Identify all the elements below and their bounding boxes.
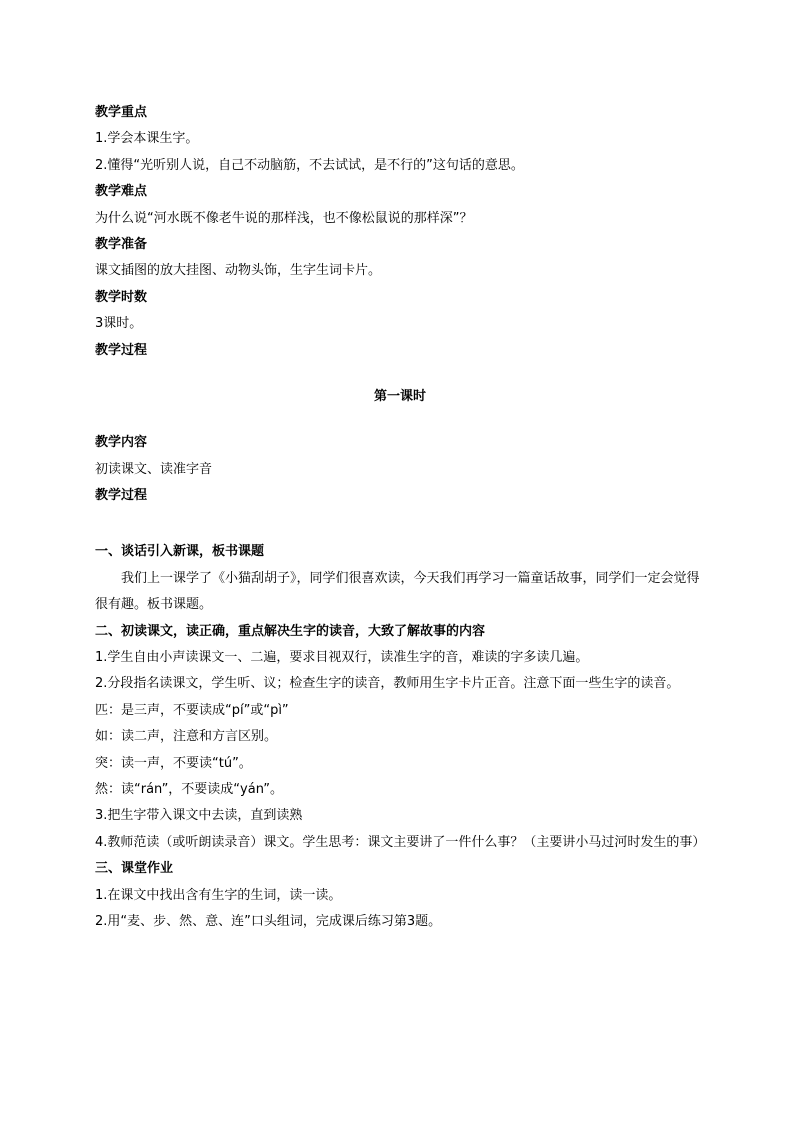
part1-paragraph: 我们上一课学了《小猫刮胡子》，同学们很喜欢读，今天我们再学习一篇童话故事，同学们一定会觉得很有趣。板书课题。 [95, 570, 700, 613]
preparation-text: 课文插图的放大挂图、动物头饰，生字生词卡片。 [95, 263, 382, 279]
pronunciation-note: 突：读一声，不要读“tú”。 [95, 755, 252, 771]
section-heading-hours: 教学时数 [95, 289, 148, 305]
spacer [95, 410, 705, 430]
section-heading-process: 教学过程 [95, 342, 148, 358]
section-heading-preparation: 教学准备 [95, 236, 148, 252]
part2-item-3: 3.把生字带入课文中去读，直到读熟 [95, 808, 303, 824]
part2-item-4: 4.教师范读（或听朗读录音）课文。学生思考：课文主要讲了一件什么事？（主要讲小马过河时发生的事） [95, 834, 706, 850]
difficulty-text: 为什么说“河水既不像老牛说的那样浅，也不像松鼠说的那样深”？ [95, 210, 473, 226]
key-point-item: 1.学会本课生字。 [95, 131, 199, 147]
pronunciation-note: 然：读“rán”，不要读成“yán”。 [95, 782, 283, 798]
part3-heading: 三、课堂作业 [95, 861, 174, 877]
document-page [95, 100, 705, 935]
content-text: 初读课文、读准字音 [95, 461, 213, 477]
lesson-title: 第一课时 [373, 388, 426, 404]
spacer [95, 364, 705, 384]
homework-item: 2.用“麦、步、然、意、连”口头组词，完成课后练习第3题。 [95, 914, 442, 929]
part2-item-2: 2.分段指名读课文，学生听、议；检查生字的读音，教师用生字卡片正音。注意下面一些生字的读音。 [95, 676, 680, 692]
section-heading-process-2: 教学过程 [95, 488, 148, 504]
section-heading-difficulty: 教学难点 [95, 184, 148, 200]
key-point-item: 2.懂得“光听别人说，自己不动脑筋，不去试试，是不行的”这句话的意思。 [95, 157, 524, 173]
part2-heading: 二、初读课文，读正确，重点解决生字的读音，大致了解故事的内容 [95, 623, 486, 639]
spacer [95, 509, 705, 539]
pronunciation-note: 如：读二声，注意和方言区别。 [95, 729, 278, 745]
section-heading-key-points: 教学重点 [95, 105, 148, 120]
pronunciation-note: 匹：是三声，不要读成“pí”或“pì” [95, 702, 289, 718]
part1-heading: 一、谈话引入新课，板书课题 [95, 544, 265, 560]
hours-text: 3课时。 [95, 316, 143, 332]
section-heading-content: 教学内容 [95, 435, 148, 451]
homework-item: 1.在课文中找出含有生字的生词，读一读。 [95, 887, 342, 903]
part2-item-1: 1.学生自由小声读课文一、二遍，要求目视双行，读准生字的音，难读的字多读几遍。 [95, 650, 589, 666]
